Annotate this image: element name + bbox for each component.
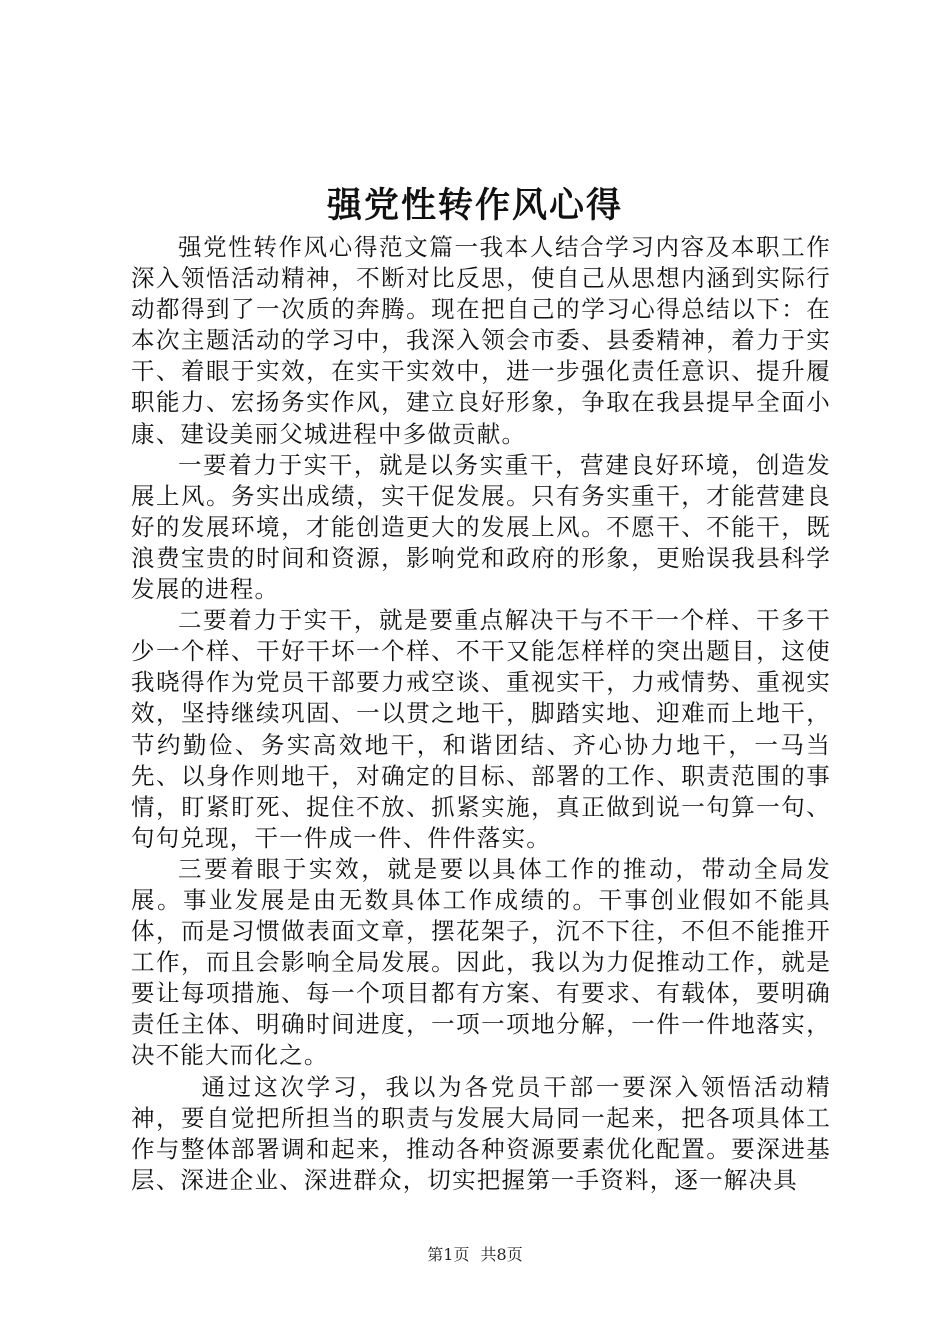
document-title: 强党性转作风心得 [326,185,623,226]
paragraph-3: 二要着力于实干，就是要重点解决干与不干一个样、干多干少一个样、干好干坏一个样、不干又能怎样样的突出题目，这使我晓得作为党员干部要力戒空谈、重视实干，力戒情势、重视实效，坚持继续巩固、一以贯之地干，脚踏实地、迎难而上地干，节约勤俭、务实高效地干，和谐团结、齐心协力地干，一马当先、以身作则地干，对确定的目标、部署的工作、职责范围的事情，盯紧盯死、捉住不放、抓紧实施，真正做到说一句算一句、句句兑现，干一件成一件、件件落实。 [131,606,831,852]
paragraph-1: 强党性转作风心得范文篇一我本人结合学习内容及本职工作深入领悟活动精神，不断对比反思，使自己从思想内涵到实际行动都得到了一次质的奔腾。现在把自己的学习心得总结以下：在本次主题活动的学习中，我深入领会市委、县委精神，着力于实干、着眼于实效，在实干实效中，进一步强化责任意识、提升履职能力、宏扬务实作风，建立良好形象，争取在我县提早全面小康、建设美丽父城进程中多做贡献。 [131,233,831,448]
paragraph-4: 三要着眼于实效，就是要以具体工作的推动，带动全局发展。事业发展是由无数具体工作成绩的。干事创业假如不能具体，而是习惯做表面文章，摆花架子，沉不下往，不但不能推开工作，而且会影响全局发展。因此，我以为力促推动工作，就是要让每项措施、每一个项目都有方案、有要求、有载体，要明确责任主体、明确时间进度，一项一项地分解，一件一件地落实，决不能大而化之。 [131,854,831,1070]
document-body [131,232,831,1196]
page-total: 共8页 [480,1245,523,1264]
page-footer [0,1245,950,1265]
page-number: 第1页 [427,1245,470,1264]
paragraph-2: 一要着力于实干，就是以务实重干，营建良好环境，创造发展上风。务实出成绩，实干促发展。只有务实重干，才能营建良好的发展环境，才能创造更大的发展上风。不愿干、不能干，既浪费宝贵的时间和资源，影响党和政府的形象，更贻误我县科学发展的进程。 [131,450,831,604]
paragraph-5: 通过这次学习，我以为各党员干部一要深入领悟活动精神，要自觉把所担当的职责与发展大局同一起来，把各项具体工作与整体部署调和起来，推动各种资源要素优化配置。要深进基层、深进企业、深进群众，切实把握第一手资料，逐一解决具 [131,1072,831,1194]
